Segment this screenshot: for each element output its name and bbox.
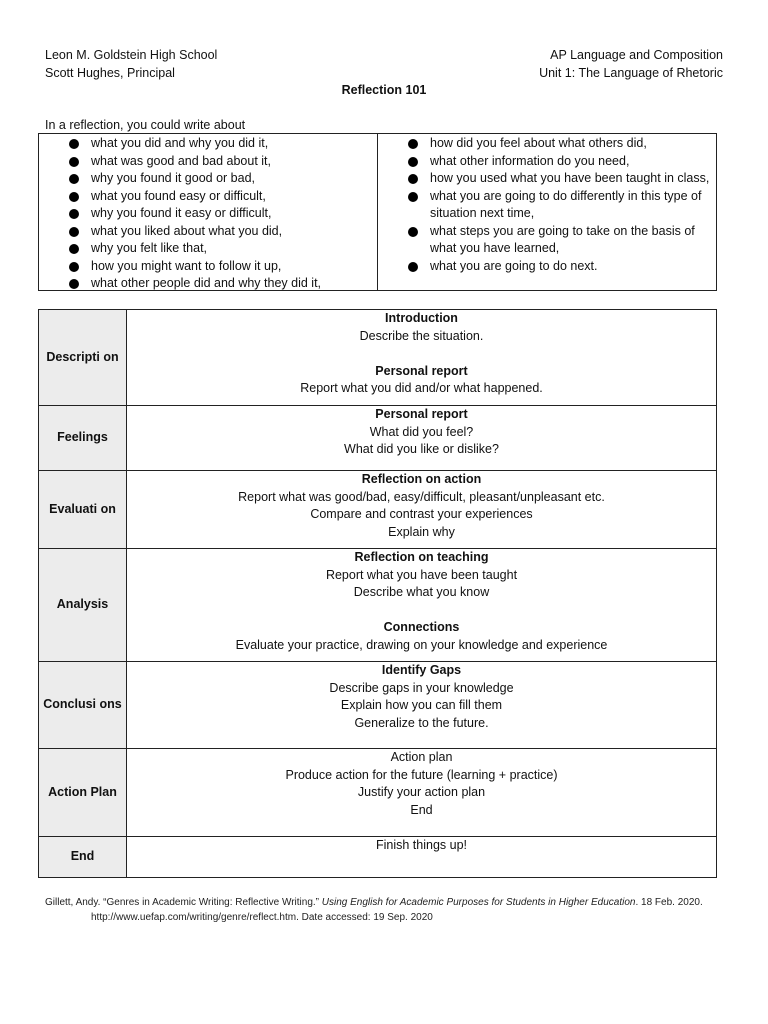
intro-text: In a reflection, you could write about: [45, 118, 246, 132]
section-line: Justify your action plan: [357, 785, 486, 799]
section-line: Report what you have been taught: [325, 567, 518, 582]
stage-label: Feelings: [39, 406, 127, 471]
school-name: Leon M. Goldstein High School: [45, 48, 218, 62]
topic-item: what you are going to do next.: [406, 258, 710, 276]
reflection-stages-table: [38, 309, 717, 878]
section-line: Explain why: [388, 524, 455, 539]
unit-name: Unit 1: The Language of Rhetoric: [539, 66, 723, 80]
section-heading: Connections: [383, 620, 460, 634]
header-right: [539, 46, 723, 82]
topic-item: what you found easy or difficult,: [67, 188, 377, 206]
header-left: [45, 46, 217, 82]
citation-author-title: Gillett, Andy. “Genres in Academic Writing: Reflective Writing.”: [45, 897, 322, 908]
section-line: Action plan: [390, 750, 453, 764]
topic-item: how did you feel about what others did,: [406, 135, 710, 153]
section-heading: Personal report: [375, 363, 468, 378]
section-line: Describe the situation.: [359, 328, 484, 343]
topics-left-column: [39, 134, 378, 290]
table-row-feelings: [39, 406, 717, 471]
citation-date: . 18 Feb. 2020.: [635, 897, 703, 908]
section-line: What did you feel?: [369, 424, 474, 439]
topics-right-column: [378, 134, 716, 290]
citation-line-1: [45, 895, 725, 910]
stage-label: Analysis: [39, 549, 127, 662]
table-row-end: [39, 837, 717, 878]
topic-item: what you did and why you did it,: [67, 135, 377, 153]
course-name: AP Language and Composition: [550, 48, 723, 62]
section-line: Report what was good/bad, easy/difficult, pleasant/unpleasant etc.: [238, 489, 605, 504]
section-line: Evaluate your practice, drawing on your knowledge and experience: [235, 637, 608, 652]
topic-item: how you used what you have been taught in class,: [406, 170, 710, 188]
topic-item: what other information do you need,: [406, 153, 710, 171]
stage-label: Evaluati on: [39, 471, 127, 549]
table-row-analysis: [39, 549, 717, 662]
topic-item: what you are going to do differently in this type of situation next time,: [406, 188, 710, 223]
reflection-topics-box: [38, 133, 717, 291]
citation-url: http://www.uefap.com/writing/genre/reflect.htm. Date accessed: 19 Sep. 2020: [91, 912, 433, 923]
section-line: Produce action for the future (learning + practice): [285, 767, 558, 782]
page-title: Reflection 101: [341, 83, 427, 97]
stage-content: [127, 471, 717, 549]
topic-item: what other people did and why they did it,: [67, 275, 377, 293]
section-line: What did you like or dislike?: [344, 442, 499, 456]
stage-content: [127, 406, 717, 471]
stage-content: [127, 549, 717, 662]
stage-content: [127, 749, 717, 837]
section-line: Finish things up!: [375, 838, 468, 852]
section-line: Describe gaps in your knowledge: [329, 680, 514, 695]
topic-item: what steps you are going to take on the basis of what you have learned,: [406, 223, 710, 258]
section-heading: Reflection on action: [361, 472, 482, 486]
stage-content: [127, 837, 717, 878]
stage-label: Conclusi ons: [39, 662, 127, 749]
citation: [45, 895, 725, 925]
stage-content: [127, 662, 717, 749]
table-row-conclusions: [39, 662, 717, 749]
table-row-evaluation: [39, 471, 717, 549]
section-line: Describe what you know: [353, 585, 490, 599]
topic-item: why you felt like that,: [67, 240, 377, 258]
stage-label: End: [39, 837, 127, 878]
section-line: Explain how you can fill them: [340, 698, 503, 712]
stage-content: [127, 310, 717, 406]
principal-name: Scott Hughes, Principal: [45, 66, 175, 80]
section-line: End: [410, 802, 433, 817]
section-heading: Identify Gaps: [381, 663, 462, 677]
topic-item: how you might want to follow it up,: [67, 258, 377, 276]
table-row-description: [39, 310, 717, 406]
table-row-action-plan: [39, 749, 717, 837]
topic-item: what you liked about what you did,: [67, 223, 377, 241]
topic-item: why you found it easy or difficult,: [67, 205, 377, 223]
section-heading: Introduction: [385, 311, 458, 325]
topic-item: what was good and bad about it,: [67, 153, 377, 171]
section-heading: Reflection on teaching: [354, 550, 489, 564]
section-heading: Personal report: [375, 407, 468, 421]
stage-label: Descripti on: [39, 310, 127, 406]
citation-source: Using English for Academic Purposes for Students in Higher Education: [321, 897, 636, 908]
section-line: Generalize to the future.: [354, 715, 489, 730]
section-line: Report what you did and/or what happened.: [300, 381, 543, 395]
stage-label: Action Plan: [39, 749, 127, 837]
topic-item: why you found it good or bad,: [67, 170, 377, 188]
section-line: Compare and contrast your experiences: [310, 507, 533, 521]
